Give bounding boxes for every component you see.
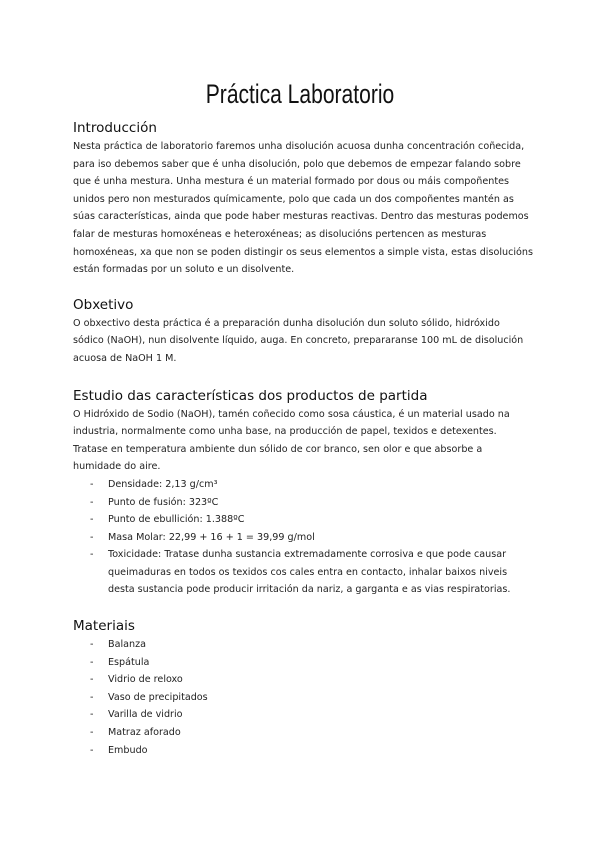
list-item: - Densidade: 2,13 g/cm³ <box>73 476 533 494</box>
section-paragraph: O Hidróxido de Sodio (NaOH), tamén coñecido como sosa cáustica, é un material usado na industria, normalmente como unha base, na producción de papel, texidos e detexentes. Tratase en temperatura ambiente dun sólido de cor branco, sen olor e que absorbe a humidade do aire. <box>73 408 510 473</box>
document-body <box>73 118 533 759</box>
section-heading: Estudio das características dos productos de partida <box>73 387 428 404</box>
list-item: - Espátula <box>73 654 533 672</box>
list-item: - Vidrio de reloxo <box>73 671 533 689</box>
section-materiais <box>73 616 533 759</box>
list-item: - Matraz aforado <box>73 724 533 742</box>
list-item: - Punto de fusión: 323ºC <box>73 494 533 512</box>
materials-list <box>73 636 533 759</box>
list-item: - Embudo <box>73 742 533 760</box>
section-heading: Introducción <box>73 120 157 136</box>
section-obxetivo <box>73 295 533 368</box>
list-item: - Masa Molar: 22,99 + 16 + 1 = 39,99 g/mol <box>73 529 533 547</box>
section-heading: Materiais <box>73 618 135 635</box>
section-estudio <box>73 386 533 600</box>
page-title: Práctica Laboratorio <box>205 79 395 109</box>
properties-list <box>73 476 533 599</box>
section-introduccion <box>73 118 533 279</box>
section-heading: Obxetivo <box>73 296 134 313</box>
section-paragraph: Nesta práctica de laboratorio faremos unha disolución acuosa dunha concentración coñecida, para iso debemos saber que é unha disolución, polo que debemos de empezar falando sobre que é unha mestura. Unha mestura é un material formado por dous ou máis compoñentes unidos pero non mesturados químicamente, polo que cada un dos compoñentes mantén as súas características, ainda que pode haber mesturas reactivas. Dentro das mesturas podemos falar de mesturas homoxéneas e heteroxéneas; as disolucións pertencen as mesturas homoxéneas, xa que non se poden distingir os seus elementos a simple vista, estas disolucións están formadas por un soluto e un disolvente. <box>73 141 533 276</box>
section-paragraph: O obxectivo desta práctica é a preparación dunha disolución dun soluto sólido, hidróxido sódico (NaOH), nun disolvente líquido, auga. En concreto, prepararanse 100 mL de disolución acuosa de NaOH 1 M. <box>73 317 524 364</box>
list-item: - Vaso de precipitados <box>73 689 533 707</box>
list-item: - Balanza <box>73 636 533 654</box>
list-item: - Punto de ebullición: 1.388ºC <box>73 511 533 529</box>
list-item: - Varilla de vidrio <box>73 706 533 724</box>
list-item: - Toxicidade: Tratase dunha sustancia extremadamente corrosiva e que pode causar queimaduras en todos os texidos cos cales entra en contacto, inhalar baixos niveis desta sustancia pode producir irritación da nariz, a garganta e as vias respiratorias. <box>73 546 533 599</box>
